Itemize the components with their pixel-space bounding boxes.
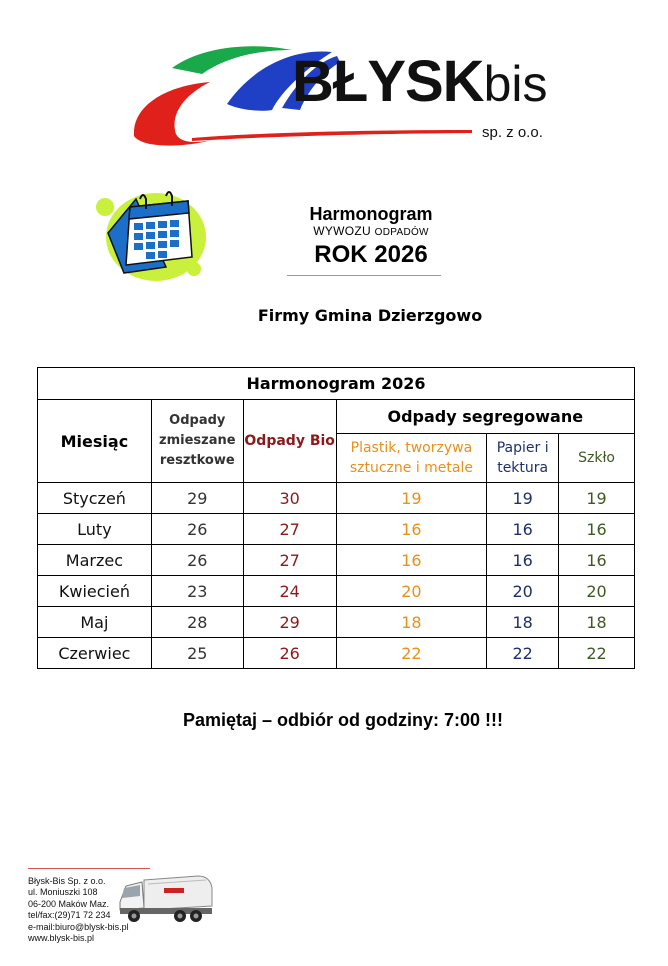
cell-month: Marzec bbox=[38, 545, 152, 576]
cell-paper: 20 bbox=[487, 576, 559, 607]
company-contact bbox=[28, 876, 129, 944]
table-row bbox=[38, 576, 635, 607]
schedule-table bbox=[37, 367, 635, 669]
cell-month: Maj bbox=[38, 607, 152, 638]
contact-website: www.blysk-bis.pl bbox=[28, 933, 95, 944]
cell-plastic: 16 bbox=[336, 545, 487, 576]
title-subtitle: WYWOZU ODPADÓW bbox=[313, 224, 429, 238]
cell-glass: 16 bbox=[559, 545, 635, 576]
footer-divider bbox=[28, 868, 150, 869]
header-bio-waste: Odpady Bio bbox=[243, 400, 336, 483]
table-row bbox=[38, 514, 635, 545]
cell-paper: 18 bbox=[487, 607, 559, 638]
firm-heading: Firmy Gmina Dzierzgowo bbox=[257, 306, 483, 325]
cell-paper: 22 bbox=[487, 638, 559, 669]
header-mixed-waste: Odpady zmieszane resztkowe bbox=[151, 400, 243, 483]
pickup-time-reminder: Pamiętaj – odbiór od godziny: 7:00 !!! bbox=[182, 710, 504, 730]
contact-street: ul. Moniuszki 108 bbox=[28, 887, 98, 898]
contact-phone: tel/fax:(29)71 72 234 bbox=[28, 910, 111, 921]
table-row bbox=[38, 607, 635, 638]
cell-paper: 16 bbox=[487, 545, 559, 576]
cell-paper: 16 bbox=[487, 514, 559, 545]
cell-month: Czerwiec bbox=[38, 638, 152, 669]
contact-company-name: Błysk-Bis Sp. z o.o. bbox=[28, 876, 106, 886]
header-month: Miesiąc bbox=[38, 400, 152, 483]
cell-bio: 27 bbox=[243, 514, 336, 545]
title-divider bbox=[287, 275, 441, 276]
cell-glass: 22 bbox=[559, 638, 635, 669]
company-logo bbox=[132, 38, 562, 146]
cell-bio: 27 bbox=[243, 545, 336, 576]
cell-bio: 26 bbox=[243, 638, 336, 669]
logo-wordmark: BŁYSKbis bbox=[292, 49, 548, 114]
cell-mixed: 25 bbox=[151, 638, 243, 669]
table-row bbox=[38, 545, 635, 576]
cell-glass: 18 bbox=[559, 607, 635, 638]
header-glass: Szkło bbox=[559, 434, 635, 483]
cell-bio: 29 bbox=[243, 607, 336, 638]
cell-mixed: 26 bbox=[151, 545, 243, 576]
calendar-icon bbox=[96, 177, 208, 285]
header-segregated: Odpady segregowane bbox=[336, 400, 634, 434]
cell-bio: 30 bbox=[243, 483, 336, 514]
cell-bio: 24 bbox=[243, 576, 336, 607]
cell-paper: 19 bbox=[487, 483, 559, 514]
table-caption: Harmonogram 2026 bbox=[38, 368, 635, 400]
document-title bbox=[272, 204, 470, 269]
cell-month: Styczeń bbox=[38, 483, 152, 514]
cell-glass: 16 bbox=[559, 514, 635, 545]
contact-email: e-mail:biuro@blysk-bis.pl bbox=[28, 921, 129, 932]
cell-month: Luty bbox=[38, 514, 152, 545]
cell-plastic: 18 bbox=[336, 607, 487, 638]
cell-mixed: 29 bbox=[151, 483, 243, 514]
cell-plastic: 16 bbox=[336, 514, 487, 545]
table-row bbox=[38, 638, 635, 669]
cell-mixed: 28 bbox=[151, 607, 243, 638]
title-harmonogram: Harmonogram bbox=[309, 204, 433, 224]
cell-mixed: 26 bbox=[151, 514, 243, 545]
cell-glass: 19 bbox=[559, 483, 635, 514]
cell-plastic: 19 bbox=[336, 483, 487, 514]
title-year: ROK 2026 bbox=[314, 241, 428, 268]
cell-mixed: 23 bbox=[151, 576, 243, 607]
contact-city: 06-200 Maków Maz. bbox=[28, 898, 110, 909]
cell-month: Kwiecień bbox=[38, 576, 152, 607]
garbage-truck-icon bbox=[118, 872, 216, 924]
cell-plastic: 20 bbox=[336, 576, 487, 607]
table-row bbox=[38, 483, 635, 514]
cell-glass: 20 bbox=[559, 576, 635, 607]
header-plastic: Plastik, tworzywa sztuczne i metale bbox=[336, 434, 487, 483]
cell-plastic: 22 bbox=[336, 638, 487, 669]
logo-subtitle: sp. z o.o. bbox=[482, 124, 543, 141]
header-paper: Papier i tektura bbox=[487, 434, 559, 483]
